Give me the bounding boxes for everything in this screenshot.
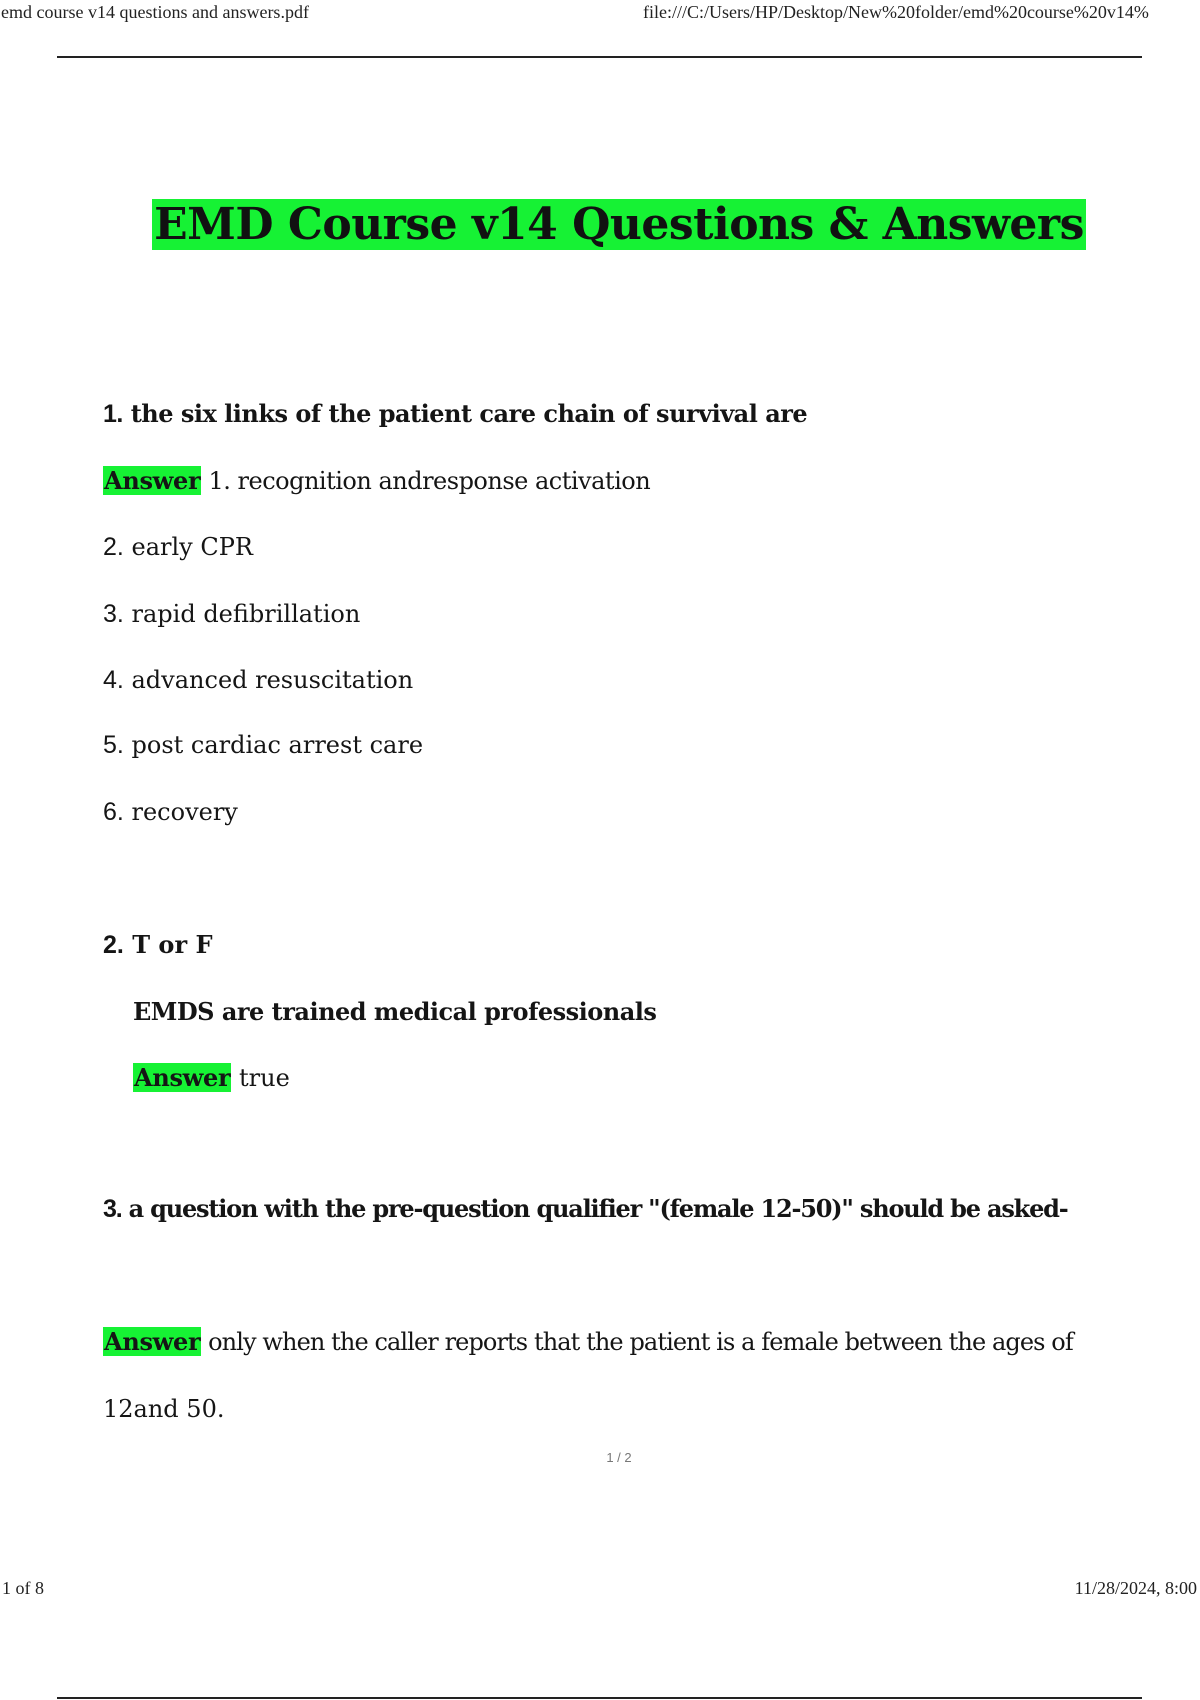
print-header-url: file:///C:/Users/HP/Desktop/New%20folder/emd%20course%20v14% — [643, 2, 1149, 22]
footer-rule — [57, 1697, 1142, 1699]
question-2-text: T or F — [132, 930, 213, 959]
answer-1-label: Answer — [104, 466, 201, 495]
question-1-text: the six links of the patient care chain of survival are — [130, 399, 808, 428]
answer-3 — [103, 1326, 1073, 1358]
answer-1 — [103, 465, 650, 497]
question-3-text: a question with the pre-question qualifier "(female 12-50)" should be asked- — [128, 1194, 1068, 1223]
header-rule — [57, 56, 1142, 58]
question-2-statement: EMDS are trained medical professionals — [133, 997, 657, 1026]
question-2-number: 2. — [103, 931, 124, 959]
list-item-number: 4. — [103, 666, 124, 694]
print-footer-datetime: 11/28/2024, 8:00 — [1074, 1578, 1197, 1598]
print-header-filename: emd course v14 questions and answers.pdf — [1, 2, 309, 22]
answer-3-label: Answer — [104, 1327, 201, 1356]
answer-2-label: Answer — [134, 1063, 231, 1092]
question-1-number: 1. — [103, 400, 123, 428]
print-header — [0, 0, 1200, 26]
print-footer-page-number: 1 of 8 — [2, 1578, 44, 1598]
question-3 — [103, 1193, 1067, 1225]
list-item-number: 5. — [103, 731, 124, 759]
answer-2 — [133, 1062, 290, 1094]
document-title — [0, 195, 1200, 255]
question-2 — [103, 929, 212, 961]
list-item — [103, 796, 238, 828]
document-title-text: EMD Course v14 Questions & Answers — [154, 199, 1084, 250]
list-item-text: early CPR — [131, 533, 253, 561]
question-1 — [103, 398, 807, 430]
page-counter: 1 / 2 — [606, 1450, 632, 1465]
question-3-number: 3. — [103, 1195, 122, 1223]
list-item-number: 6. — [103, 798, 124, 826]
answer-2-text: true — [239, 1064, 290, 1092]
answer-1-text: 1. recognition andresponse activation — [208, 467, 651, 495]
list-item — [103, 598, 360, 630]
answer-3-text: only when the caller reports that the patient is a female between the ages of — [208, 1328, 1073, 1356]
list-item — [103, 729, 423, 761]
list-item-text: recovery — [131, 798, 238, 826]
list-item-text: advanced resuscitation — [131, 666, 414, 694]
list-item — [103, 531, 253, 563]
list-item-number: 2. — [103, 533, 124, 561]
list-item — [103, 664, 413, 696]
list-item-text: post cardiac arrest care — [131, 731, 424, 759]
list-item-number: 3. — [103, 600, 124, 628]
list-item-text: rapid defibrillation — [131, 600, 361, 628]
answer-3-continued: 12and 50. — [103, 1395, 225, 1423]
